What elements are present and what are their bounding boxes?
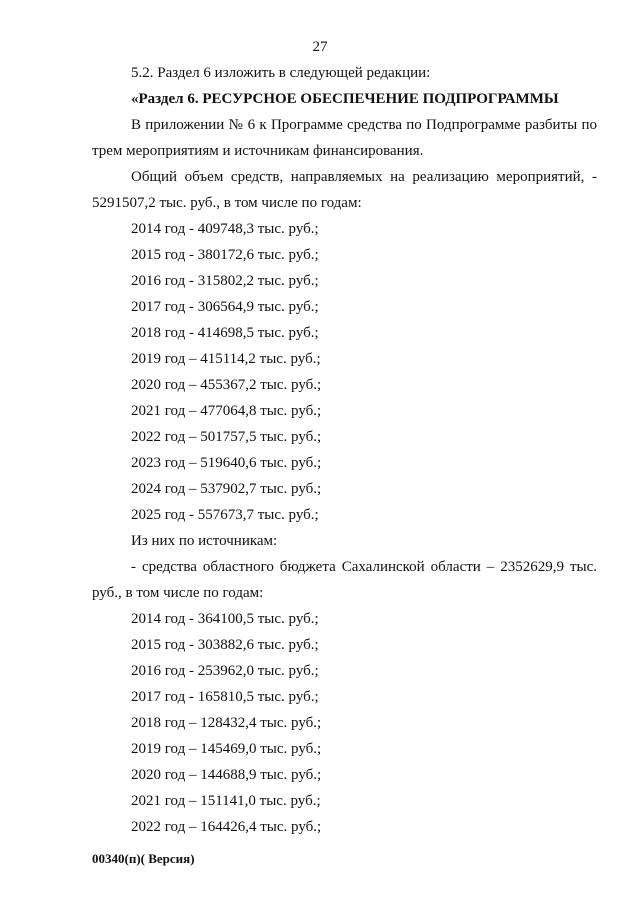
total-year-item: 2016 год - 315802,2 тыс. руб.; <box>131 273 319 289</box>
total-year-item: 2014 год - 409748,3 тыс. руб.; <box>131 221 319 237</box>
section-title: «Раздел 6. РЕСУРСНОЕ ОБЕСПЕЧЕНИЕ ПОДПРОГРАММЫ <box>131 91 559 107</box>
regional-year-item: 2018 год – 128432,4 тыс. руб.; <box>131 715 322 731</box>
total-year-item: 2025 год - 557673,7 тыс. руб.; <box>131 507 319 523</box>
regional-year-item: 2015 год - 303882,6 тыс. руб.; <box>131 637 319 653</box>
regional-year-item: 2014 год - 364100,5 тыс. руб.; <box>131 611 319 627</box>
sources-heading: Из них по источникам: <box>131 533 278 549</box>
regional-year-item: 2021 год – 151141,0 тыс. руб.; <box>131 793 321 809</box>
total-year-item: 2018 год - 414698,5 тыс. руб.; <box>131 325 319 341</box>
para1-line1: В приложении № 6 к Программе средства по Подпрограмме разбиты по <box>131 117 597 133</box>
total-year-item: 2024 год – 537902,7 тыс. руб.; <box>131 481 322 497</box>
para1-line2: трем мероприятиям и источникам финансирования. <box>92 143 424 159</box>
total-year-item: 2022 год – 501757,5 тыс. руб.; <box>131 429 322 445</box>
total-year-item: 2015 год - 380172,6 тыс. руб.; <box>131 247 319 263</box>
regional-year-item: 2019 год – 145469,0 тыс. руб.; <box>131 741 322 757</box>
total-year-item: 2020 год – 455367,2 тыс. руб.; <box>131 377 322 393</box>
regional-year-item: 2022 год – 164426,4 тыс. руб.; <box>131 819 322 835</box>
para2-line1: Общий объем средств, направляемых на реализацию мероприятий, - <box>131 169 597 185</box>
regional-year-item: 2016 год - 253962,0 тыс. руб.; <box>131 663 319 679</box>
total-year-item: 2019 год – 415114,2 тыс. руб.; <box>131 351 321 367</box>
document-footer-code: 00340(п)( Версия) <box>92 851 195 866</box>
para2-line2: 5291507,2 тыс. руб., в том числе по годам: <box>92 195 362 211</box>
regional-line2: руб., в том числе по годам: <box>92 585 264 601</box>
total-year-item: 2017 год - 306564,9 тыс. руб.; <box>131 299 319 315</box>
intro-text: 5.2. Раздел 6 изложить в следующей редакции: <box>131 65 431 81</box>
regional-year-item: 2017 год - 165810,5 тыс. руб.; <box>131 689 319 705</box>
page-number: 27 <box>312 39 328 55</box>
regional-line1: - средства областного бюджета Сахалинской области – 2352629,9 тыс. <box>131 559 597 575</box>
regional-year-item: 2020 год – 144688,9 тыс. руб.; <box>131 767 322 783</box>
total-year-item: 2023 год – 519640,6 тыс. руб.; <box>131 455 322 471</box>
total-year-item: 2021 год – 477064,8 тыс. руб.; <box>131 403 322 419</box>
